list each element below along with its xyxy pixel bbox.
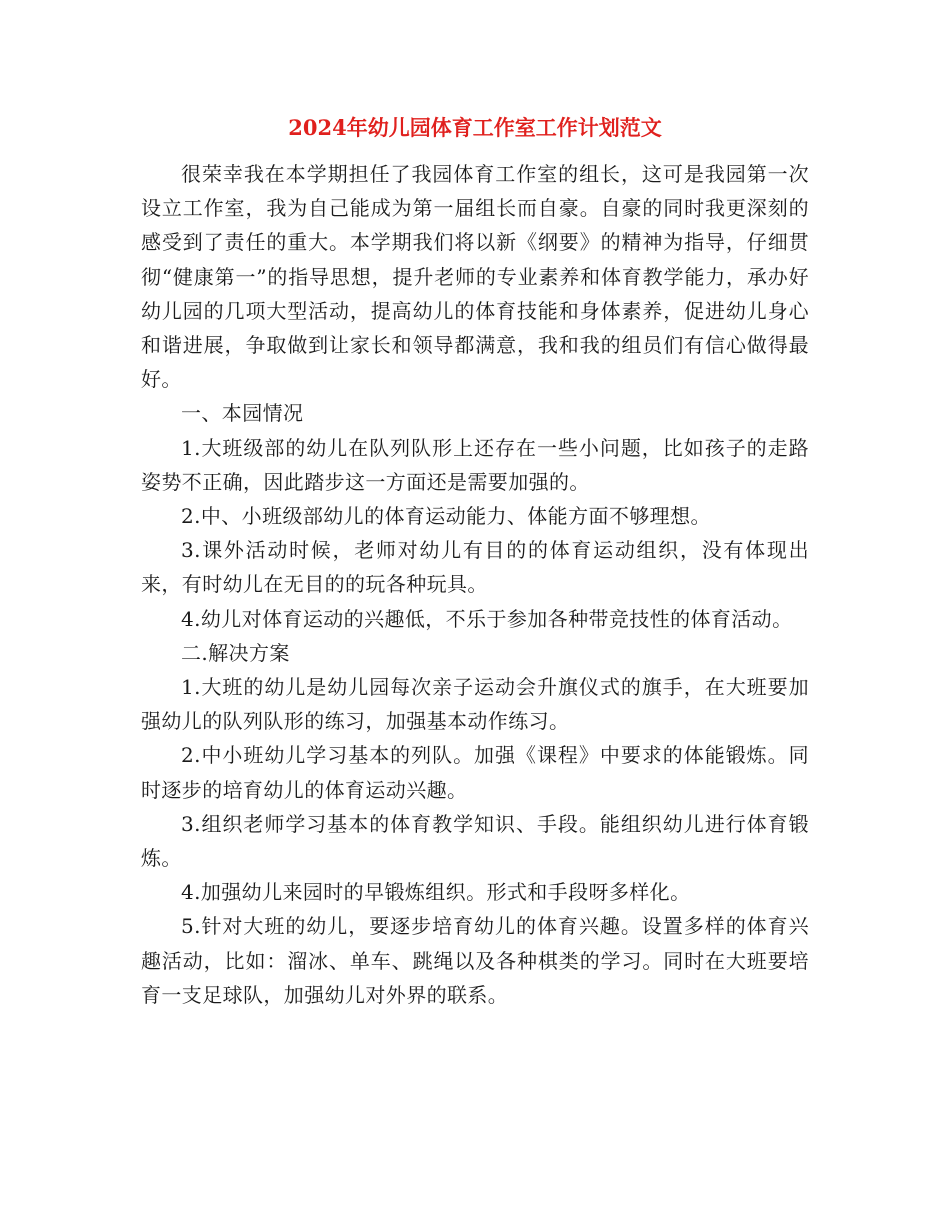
document-body <box>141 157 809 1012</box>
solution-item-3: 3.组织老师学习基本的体育教学知识、手段。能组织幼儿进行体育锻炼。 <box>141 811 809 871</box>
section-heading-current-situation: 一、本园情况 <box>181 401 304 426</box>
section-heading-solutions: 二.解决方案 <box>181 640 290 665</box>
situation-item-1: 1.大班级部的幼儿在队列队形上还存在一些小问题，比如孩子的走路姿势不正确，因此踏步这一方面还是需要加强的。 <box>141 435 809 494</box>
situation-item-3: 3.课外活动时候，老师对幼儿有目的的体育运动组织，没有体现出来，有时幼儿在无目的的玩各种玩具。 <box>141 538 809 597</box>
situation-item-4: 4.幼儿对体育运动的兴趣低，不乐于参加各种带竞技性的体育活动。 <box>181 606 793 631</box>
situation-item-2: 2.中、小班级部幼儿的体育运动能力、体能方面不够理想。 <box>181 504 711 529</box>
intro-paragraph: 很荣幸我在本学期担任了我园体育工作室的组长，这可是我园第一次设立工作室，我为自己能成为第一届组长而自豪。自豪的同时我更深刻的感受到了责任的重大。本学期我们将以新《纲要》的精神为指导，仔细贯彻“健康第一”的指导思想，提升老师的专业素养和体育教学能力，承办好幼儿园的几项大型活动，提高幼儿的体育技能和身体素养，促进幼儿身心和谐进展，争取做到让家长和领导都满意，我和我的组员们有信心做得最好。 <box>141 162 809 392</box>
document-title: 2024年幼儿园体育工作室工作计划范文 <box>288 115 662 140</box>
solution-item-4: 4.加强幼儿来园时的早锻炼组织。形式和手段呀多样化。 <box>181 880 691 905</box>
solution-item-1: 1.大班的幼儿是幼儿园每次亲子运动会升旗仪式的旗手，在大班要加强幼儿的队列队形的练习，加强基本动作练习。 <box>141 675 809 734</box>
solution-item-5: 5.针对大班的幼儿，要逐步培育幼儿的体育兴趣。设置多样的体育兴趣活动，比如：溜冰、单车、跳绳以及各种棋类的学习。同时在大班要培育一支足球队，加强幼儿对外界的联系。 <box>141 914 809 1007</box>
solution-item-2: 2.中小班幼儿学习基本的列队。加强《课程》中要求的体能锻炼。同时逐步的培育幼儿的体育运动兴趣。 <box>141 743 809 802</box>
